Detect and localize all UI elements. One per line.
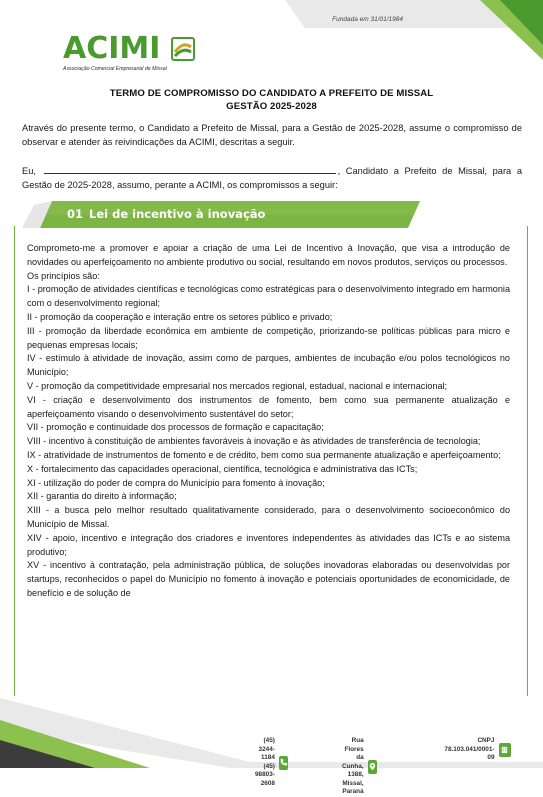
document-title: TERMO DE COMPROMISSO DO CANDIDATO A PREFEITO DE MISSAL [109, 88, 434, 99]
phone-2: (45) 98803-2608 [255, 762, 275, 787]
commitment-start: Eu, [22, 166, 36, 176]
document-subtitle: GESTÃO 2025-2028 [226, 101, 317, 112]
cnpj-number: 78.103.041/0001-09 [444, 745, 495, 761]
commitment-paragraph [22, 164, 522, 192]
principle-item: VII - promoção e continuidade dos processos de formação e capacitação; [27, 422, 324, 433]
address-line-1: Rua Flores da Cunha, [342, 737, 364, 770]
cnpj-contact [443, 737, 511, 763]
body-paragraph: Os princípios são: [27, 270, 100, 281]
section-banner [22, 201, 422, 229]
logo-text: ACIMI [63, 31, 161, 66]
building-icon [499, 743, 512, 757]
logo-subtitle: Associação Comercial Empresarial de Missal [63, 66, 167, 72]
candidate-name-blank [44, 165, 336, 174]
principle-item: XI - utilização do poder de compra do Município para fomento à inovação; [27, 477, 325, 488]
principle-item: XIII - a busca pelo melhor resultado qualitativamente considerado, para o desenvolvimento socioeconômico do Município de Missal. [27, 505, 510, 529]
principle-item: IV - estímulo à atividade de inovação, assim como de parques, ambientes de incubação e/ou polos tecnológicos no Município; [27, 353, 510, 378]
address-contact [337, 737, 377, 797]
location-pin-icon [368, 760, 377, 774]
principle-item: I - promoção de atividades científicas e tecnológicas como estratégicas para o desenvolvimento integrado em harmonia com o desenvolvimento regional; [27, 284, 510, 309]
principle-item: XII - garantia do direito à informação; [27, 491, 177, 502]
founded-date: Fundada em 31/01/1984 [332, 16, 403, 23]
section-title-text: Lei de incentivo à inovação [89, 207, 266, 221]
acimi-logo [63, 32, 203, 76]
commitment-end: , Candidato a Prefeito de Missal, para a Gestão de 2025-2028, assumo, perante a ACIMI, os compromissos a seguir: [22, 166, 522, 190]
principle-item: X - fortalecimento das capacidades operacional, científica, tecnológica e administrativa das ICTs; [27, 463, 418, 474]
intro-paragraph: Através do presente termo, o Candidato a Prefeito de Missal, para a Gestão de 2025-2028, assume o compromisso de observar e atender às reivindicações da ACIMI, descritas a seguir. [22, 123, 522, 147]
cnpj-label: CNPJ [477, 737, 495, 744]
principle-item: XV - incentivo à contratação, pela administração pública, de soluções inovadoras elaboradas ou desenvolvidas por startups, reconhecidos o papel do Município no fomento à inovação e potenciais oportunidades de economicidade, de benefício e de solução de [27, 560, 510, 598]
principle-item: XIV - apoio, incentivo e integração dos criadores e inventores independentes às atividades das ICTs e ao sistema produtivo; [27, 532, 510, 557]
address-line-2: 1388, Missal, Paraná [342, 771, 364, 795]
body-paragraph: Comprometo-me a promover e apoiar a criação de uma Lei de Incentivo à Inovação, que visa a introdução de novidades ou aperfeiçoamento no ambiente produtivo ou social, resultando em novos produtos, serviços ou processos. [27, 243, 510, 267]
section-title [67, 207, 265, 221]
principle-item: VI - criação e desenvolvimento dos instrumentos de fomento, bem como sua permanente atualização e aperfeiçoamento visando o desenvolvimento sustentável do setor; [27, 394, 510, 419]
phone-1: (45) 3244-1184 [258, 737, 275, 761]
principle-item: II - promoção da cooperação e interação entre os setores público e privado; [27, 311, 333, 322]
principle-item: IX - atratividade de instrumentos de fomento e de crédito, bem como sua permanente atualização e aperfeiçoamento; [27, 449, 501, 460]
whatsapp-icon [279, 756, 288, 770]
section-body [27, 242, 510, 601]
principle-item: VIII - incentivo à constituição de ambientes favoráveis à inovação e às atividades de transferência de tecnologia; [27, 436, 481, 447]
principle-item: V - promoção da competitividade empresarial nos mercados regional, estadual, nacional e internacional; [27, 380, 448, 391]
logo-emblem-icon [171, 37, 195, 61]
principle-item: III - promoção da liberdade econômica em ambiente de competição, priorizando-se políticas públicas para micro e pequenas empresas locais; [27, 325, 510, 350]
phone-contact [250, 737, 288, 788]
section-number: 01 [67, 207, 84, 221]
